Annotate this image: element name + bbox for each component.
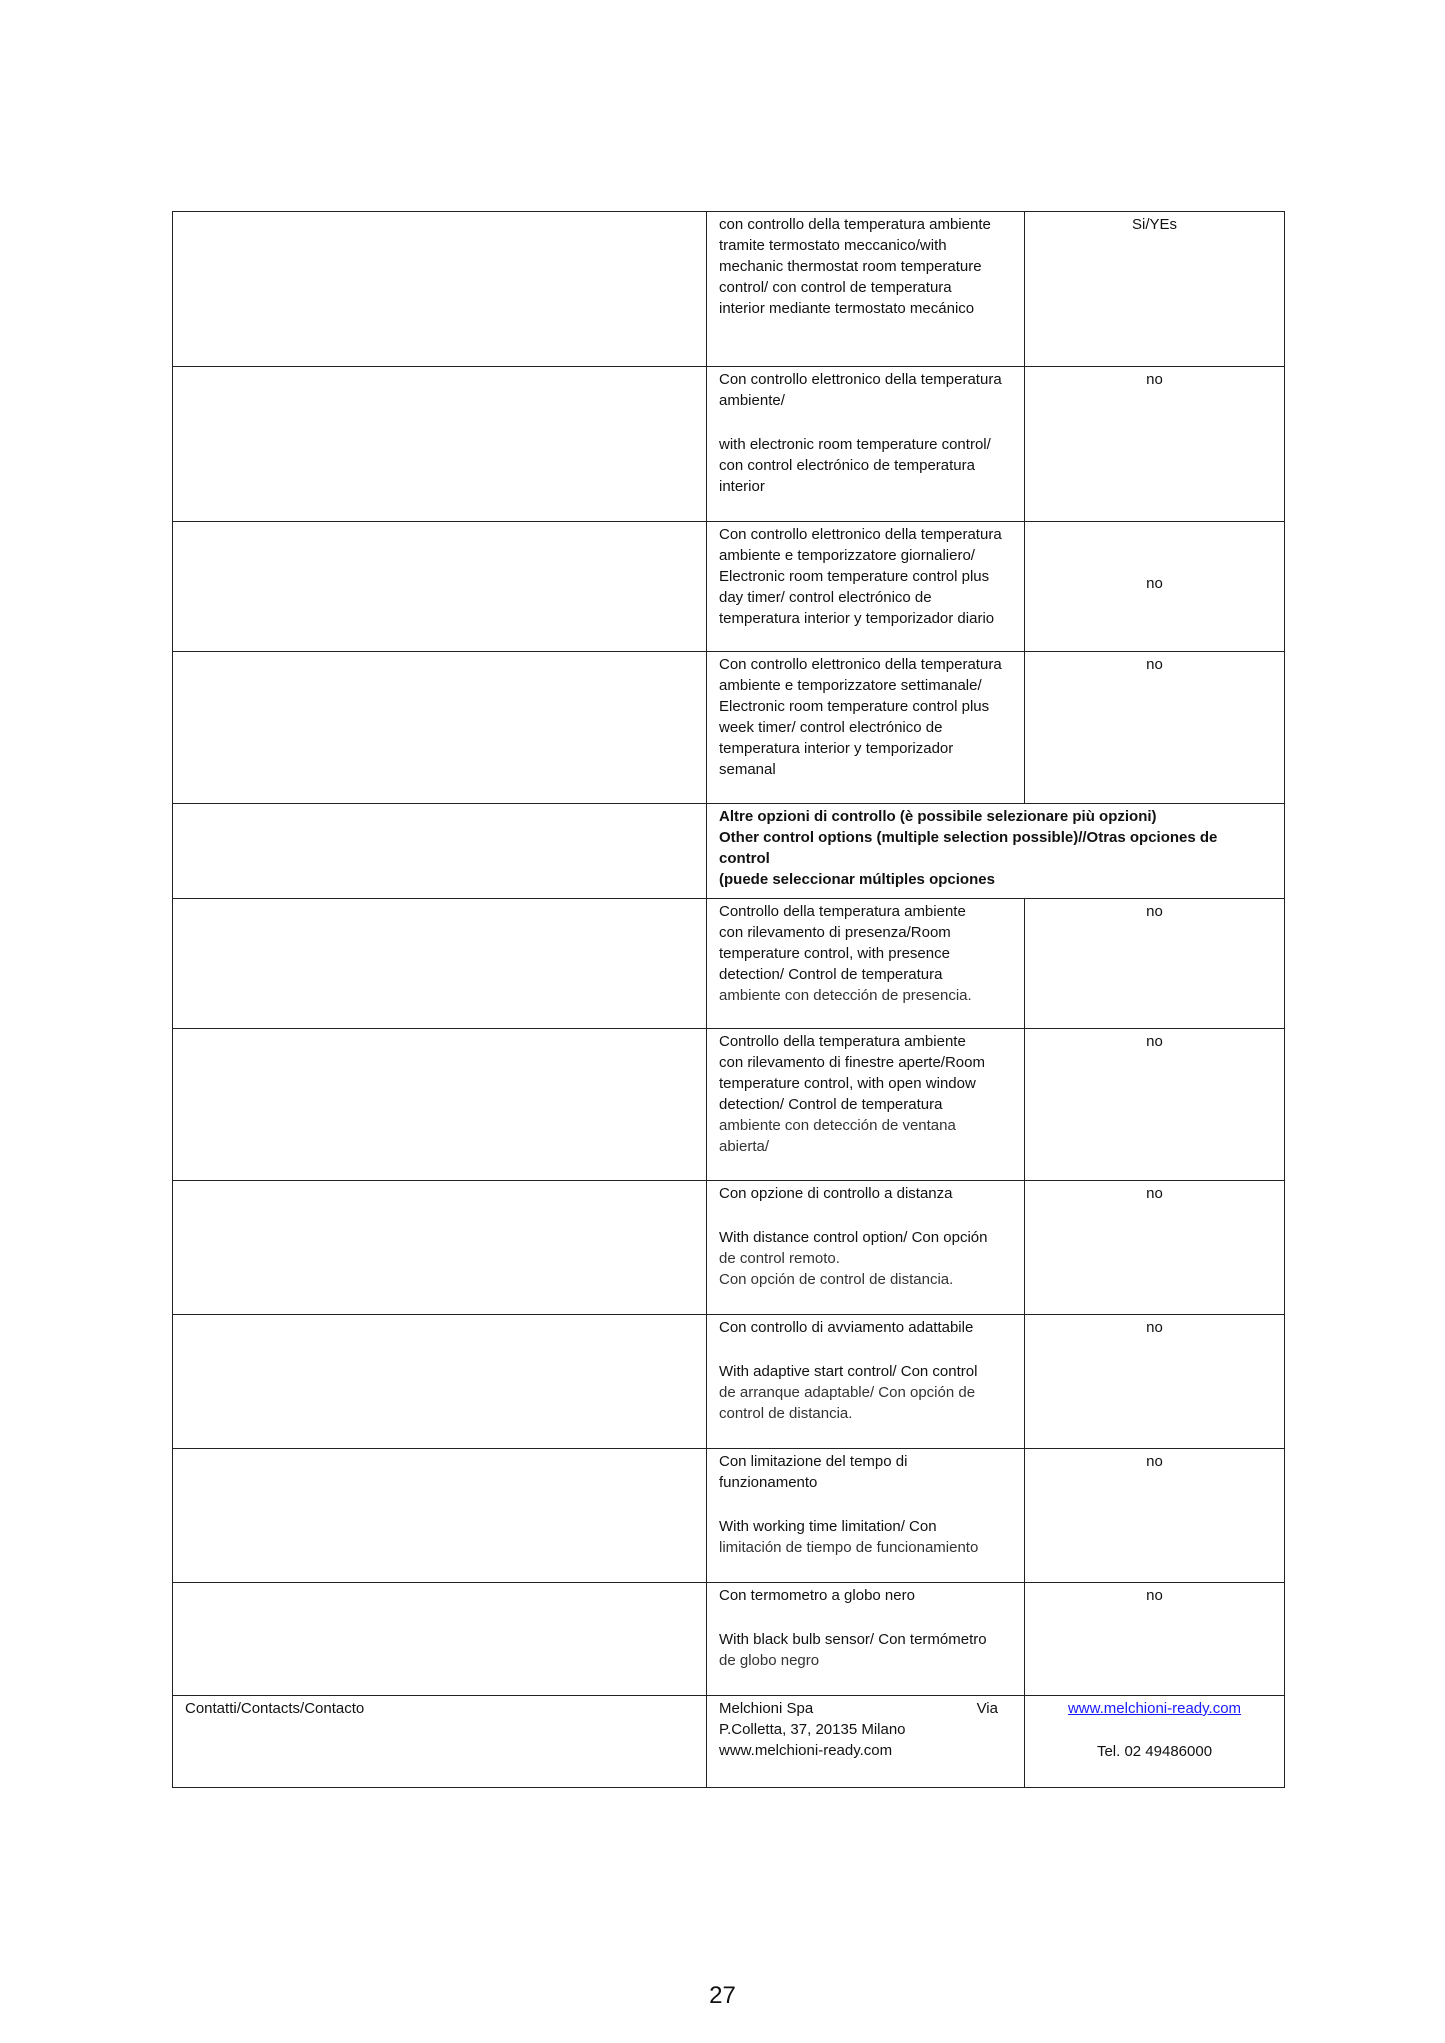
empty-cell: [173, 652, 707, 804]
other-options-heading: Altre opzioni di controllo (è possibile selezionare più opzioni) Other control options (multiple selection possible)//Otras opciones de control (puede seleccionar múltiples opciones: [707, 804, 1285, 899]
option-value: no: [1025, 1449, 1285, 1583]
empty-cell: [173, 804, 707, 899]
option-value: no: [1025, 1029, 1285, 1181]
option-value: no: [1025, 1315, 1285, 1449]
option-value: no: [1025, 367, 1285, 522]
option-value: no: [1025, 1181, 1285, 1315]
table-row: [173, 652, 1285, 804]
table-row: [173, 1181, 1285, 1315]
option-description: Con controllo elettronico della temperatura ambiente e temporizzatore giornaliero/ Electronic room temperature control plus day timer/ control electrónico de temperatura interior y temporizador diario: [707, 522, 1025, 652]
option-description: Controllo della temperatura ambiente con rilevamento di finestre aperte/Room temperature control, with open window detection/ Control de temperatura ambiente con detección de ventana abierta/: [707, 1029, 1025, 1181]
address-web: www.melchioni-ready.com: [719, 1742, 893, 1759]
phone-number: Tel. 02 49486000: [1096, 1743, 1213, 1760]
table-row: [173, 1583, 1285, 1696]
page-number: 27: [709, 1982, 736, 2009]
table-row: [173, 1029, 1285, 1181]
table-row: [173, 522, 1285, 652]
option-value: no: [1025, 1583, 1285, 1696]
company-name: Melchioni Spa: [719, 1700, 814, 1717]
contacts-address: [707, 1696, 1025, 1788]
option-description: Con controllo elettronico della temperatura ambiente/ with electronic room temperature control/ con control electrónico de temperatura interior: [707, 367, 1025, 522]
empty-cell: [173, 1583, 707, 1696]
empty-cell: [173, 899, 707, 1029]
empty-cell: [173, 522, 707, 652]
website-link[interactable]: www.melchioni-ready.com: [1067, 1700, 1242, 1717]
empty-cell: [173, 1449, 707, 1583]
address-via: Via: [976, 1700, 998, 1717]
option-value: no: [1025, 899, 1285, 1029]
option-description: Con controllo elettronico della temperatura ambiente e temporizzatore settimanale/ Electronic room temperature control plus week timer/ control electrónico de temperatura interior y temporizador semanal: [707, 652, 1025, 804]
table-row: [173, 367, 1285, 522]
table-row: [173, 212, 1285, 367]
table-row: [173, 1696, 1285, 1788]
table-row: [173, 1315, 1285, 1449]
contacts-links: [1025, 1696, 1285, 1788]
option-value: no: [1025, 652, 1285, 804]
option-value: Si/YEs: [1025, 212, 1285, 367]
option-description: Con controllo di avviamento adattabile With adaptive start control/ Con control de arranque adaptable/ Con opción de control de distancia.: [707, 1315, 1025, 1449]
control-options-table: [172, 211, 1285, 1788]
option-description: Controllo della temperatura ambiente con rilevamento di presenza/Room temperature control, with presence detection/ Control de temperatura ambiente con detección de presencia.: [707, 899, 1025, 1029]
empty-cell: [173, 212, 707, 367]
option-description: Con termometro a globo nero With black bulb sensor/ Con termómetro de globo negro: [707, 1583, 1025, 1696]
contacts-label: Contatti/Contacts/Contacto: [173, 1696, 707, 1788]
table-row: [173, 1449, 1285, 1583]
empty-cell: [173, 1029, 707, 1181]
table-row: [173, 899, 1285, 1029]
empty-cell: [173, 367, 707, 522]
empty-cell: [173, 1181, 707, 1315]
table-row: [173, 804, 1285, 899]
empty-cell: [173, 1315, 707, 1449]
option-description: Con opzione di controllo a distanza With distance control option/ Con opción de control remoto. Con opción de control de distancia.: [707, 1181, 1025, 1315]
address-street: P.Colletta, 37, 20135 Milano: [719, 1721, 906, 1738]
option-description: con controllo della temperatura ambiente tramite termostato meccanico/with mechanic thermostat room temperature control/ con control de temperatura interior mediante termostato mecánico: [707, 212, 1025, 367]
option-value: no: [1025, 522, 1285, 652]
option-description: Con limitazione del tempo di funzionamento With working time limitation/ Con limitación de tiempo de funcionamiento: [707, 1449, 1025, 1583]
